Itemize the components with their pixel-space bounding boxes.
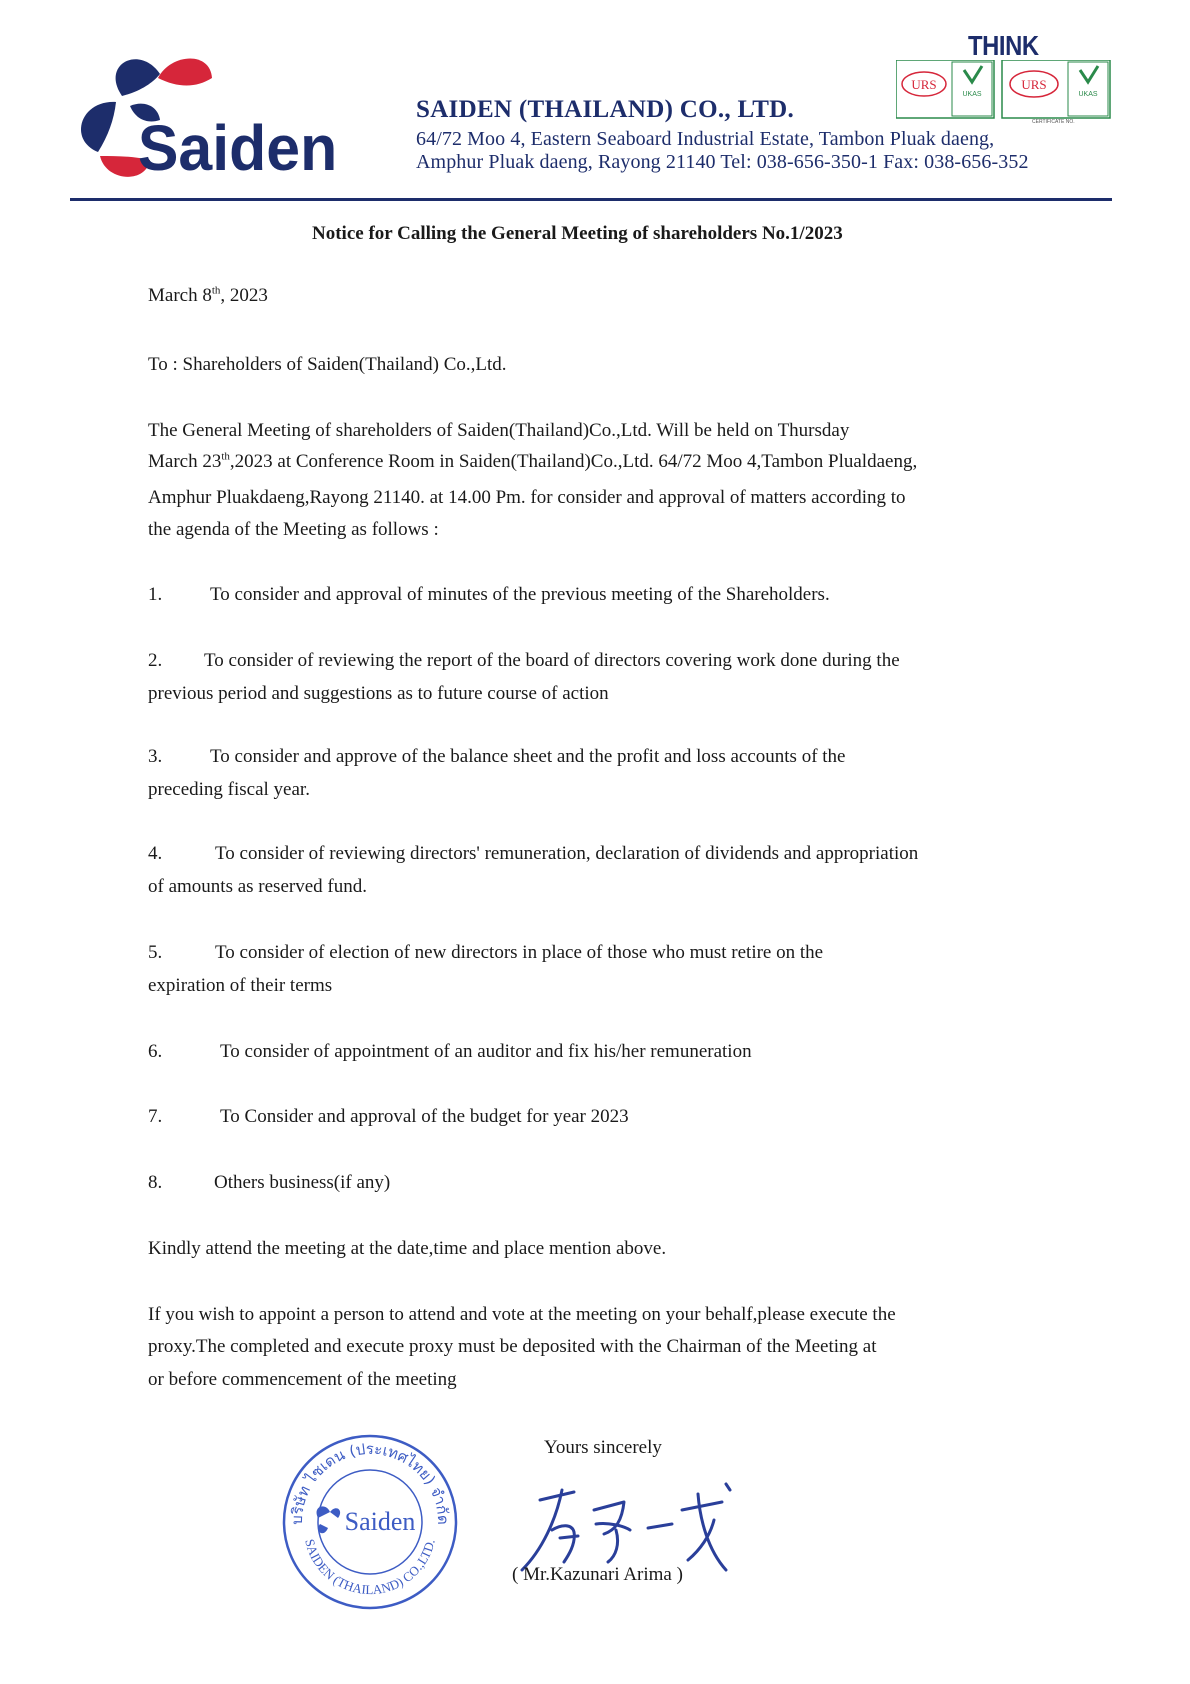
cert-badge-ukas-2: UKAS xyxy=(1078,91,1098,98)
agenda-number: 5. xyxy=(148,942,163,963)
agenda-number: 6. xyxy=(148,1041,163,1062)
cert-badge-urs-1: URS xyxy=(911,77,937,92)
think-label: THINK xyxy=(968,30,1039,61)
agenda-item-2-continued: previous period and suggestions as to future course of action xyxy=(148,683,609,704)
agenda-number: 1. xyxy=(148,584,163,605)
cert-badge-ukas-1: UKAS xyxy=(962,91,982,98)
agenda-number: 7. xyxy=(148,1106,163,1127)
notice-date: March 8th, 2023 xyxy=(148,284,268,306)
agenda-number: 4. xyxy=(148,843,163,864)
company-address-line-2: Amphur Pluak daeng, Rayong 21140 Tel: 038-656-350-1 Fax: 038-656-352 xyxy=(416,151,1029,173)
intro-line-2: March 23th,2023 at Conference Room in Saiden(Thailand)Co.,Ltd. 64/72 Moo 4,Tambon Plualdaeng, xyxy=(148,450,918,472)
agenda-item-5-continued: expiration of their terms xyxy=(148,975,333,996)
company-seal xyxy=(280,1432,460,1612)
intro-line-3: Amphur Pluakdaeng,Rayong 21140. at 14.00 Pm. for consider and approval of matters according to xyxy=(148,487,906,508)
seal-center-text: Saiden xyxy=(344,1507,416,1536)
checkmark-icon xyxy=(1080,66,1098,82)
proxy-line-1: If you wish to appoint a person to attend and vote at the meeting on your behalf,please execute the xyxy=(148,1304,896,1325)
agenda-item-3-continued: preceding fiscal year. xyxy=(148,779,310,800)
signatory-name: ( Mr.Kazunari Arima ) xyxy=(512,1564,683,1585)
cert-badge-urs-2: URS xyxy=(1021,77,1047,92)
cert-caption: CERTIFICATE NO. xyxy=(1032,119,1075,125)
header-divider xyxy=(70,198,1112,201)
agenda-item-7: To Consider and approval of the budget for year 2023 xyxy=(220,1106,629,1127)
seal-logo-icon xyxy=(317,1506,341,1533)
agenda-item-8: Others business(if any) xyxy=(214,1172,391,1193)
company-address-line-1: 64/72 Moo 4, Eastern Seaboard Industrial Estate, Tambon Pluak daeng, xyxy=(416,128,995,150)
intro-line-1: The General Meeting of shareholders of Saiden(Thailand)Co.,Ltd. Will be held on Thursday xyxy=(148,420,850,441)
agenda-item-5: To consider of election of new directors in place of those who must retire on the xyxy=(215,942,824,963)
proxy-line-2: proxy.The completed and execute proxy must be deposited with the Chairman of the Meeting at xyxy=(148,1336,877,1357)
agenda-number: 8. xyxy=(148,1172,163,1193)
attend-request: Kindly attend the meeting at the date,time and place mention above. xyxy=(148,1238,667,1259)
checkmark-icon xyxy=(964,66,982,82)
notice-title: Notice for Calling the General Meeting of shareholders No.1/2023 xyxy=(312,223,843,244)
agenda-item-3: To consider and approve of the balance sheet and the profit and loss accounts of the xyxy=(210,746,846,767)
certification-badges xyxy=(896,60,1112,120)
agenda-item-4-continued: of amounts as reserved fund. xyxy=(148,876,367,897)
agenda-number: 2. xyxy=(148,650,163,671)
company-name: SAIDEN (THAILAND) CO., LTD. xyxy=(416,96,795,123)
saiden-logo xyxy=(60,44,350,184)
agenda-item-6: To consider of appointment of an auditor and fix his/her remuneration xyxy=(220,1041,752,1062)
intro-line-4: the agenda of the Meeting as follows : xyxy=(148,519,439,540)
agenda-item-4: To consider of reviewing directors' remuneration, declaration of dividends and appropriation xyxy=(215,843,919,864)
seal-bottom-text: SAIDEN (THAILAND) CO.,LTD. xyxy=(302,1537,438,1598)
agenda-number: 3. xyxy=(148,746,163,767)
agenda-item-1: To consider and approval of minutes of the previous meeting of the Shareholders. xyxy=(210,584,830,605)
agenda-item-2: To consider of reviewing the report of the board of directors covering work done during the xyxy=(204,650,900,671)
sign-off: Yours sincerely xyxy=(544,1437,662,1458)
proxy-line-3: or before commencement of the meeting xyxy=(148,1369,457,1390)
logo-wordmark: Saiden xyxy=(137,112,338,184)
recipient-line: To : Shareholders of Saiden(Thailand) Co.,Ltd. xyxy=(148,354,507,375)
seal-top-text: บริษัท ไซเดน (ประเทศไทย) จำกัด xyxy=(287,1439,453,1525)
